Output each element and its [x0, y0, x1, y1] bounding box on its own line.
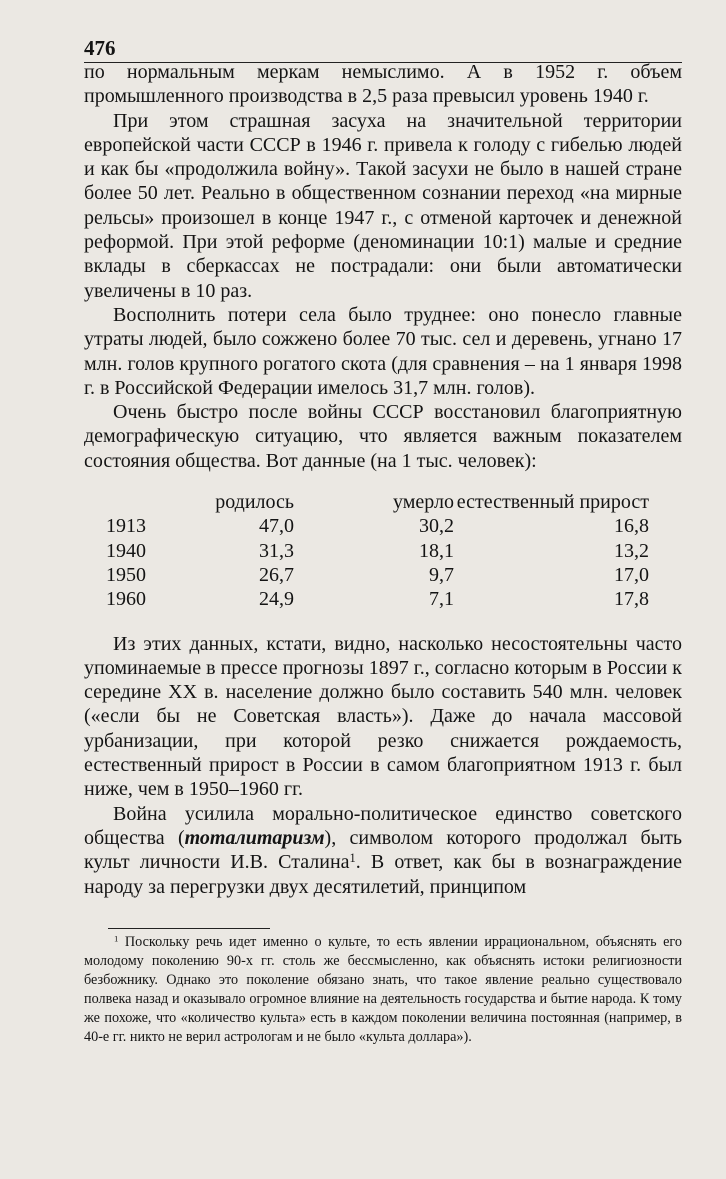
paragraph-continued: по нормальным меркам немыслимо. А в 1952 г. объем промышленного производства в 2,5 раза превысил уровень 1940 г. [84, 61, 682, 108]
table-cell-year: 1913 [106, 515, 146, 538]
paragraph-drought: При этом страшная засуха на значительной территории европейской части СССР в 1946 г. привела к голоду с гибелью людей и как бы «продолжила войну». Такой засухи не было в нашей стране более 50 лет. Реально в общественном сознании переход «на мирные рельсы» произошел в конце 1947 г., с отменой карточек и денежной реформой. При этой реформе (деноминации 10:1) малые и средние вклады в сберкассах не пострадали: они были автоматически увеличены в 10 раз. [84, 109, 682, 302]
term-totalitarianism: тоталитаризм [184, 826, 325, 849]
table-cell-born: 24,9 [259, 588, 294, 611]
table-cell-died: 18,1 [419, 539, 454, 562]
table-header-died: умерло [393, 491, 454, 514]
footnotes [84, 933, 682, 1046]
table-cell-year: 1960 [106, 588, 146, 611]
table-cell-died: 7,1 [429, 588, 454, 611]
table-cell-born: 47,0 [259, 515, 294, 538]
table-cell-born: 31,3 [259, 539, 294, 562]
cult-text-end: . В ответ, как бы в вознаграждение народу за перегрузки двух десятилетий, принципом [84, 851, 683, 898]
table-header-growth: естественный прирост [456, 491, 649, 514]
table-header-row [106, 490, 649, 514]
paragraph-village-losses: Восполнить потери села было труднее: оно понесло главные утраты людей, было сожжено более 70 тыс. сел и деревень, угнано 17 млн. голов крупного рогатого скота (для сравнения – на 1 января 1998 г. в Российской Федерации имелось 31,7 млн. голов). [84, 303, 682, 399]
paragraph-demography: Очень быстро после войны СССР восстановил благоприятную демографическую ситуацию, что является важным показателем состояния общества. Вот данные (на 1 тыс. человек): [84, 401, 682, 472]
footnote [84, 933, 682, 1046]
table-cell-year: 1940 [106, 539, 146, 562]
table-row [106, 563, 649, 587]
cult-text-middle: ), символом которого продолжал быть культ личности И.В. Сталина [84, 826, 682, 874]
table-cell-growth: 17,8 [614, 588, 649, 611]
table-cell-growth: 17,0 [614, 563, 649, 586]
footnote-marker: 1 [114, 933, 119, 944]
table-header-born: родилось [215, 491, 294, 514]
page-number: 476 [84, 36, 116, 60]
table-row [106, 587, 649, 611]
table-cell-born: 26,7 [259, 563, 294, 586]
paragraph-cult [84, 802, 682, 899]
table-cell-died: 9,7 [429, 563, 454, 586]
table-cell-year: 1950 [106, 563, 146, 586]
table-cell-died: 30,2 [419, 515, 454, 538]
table-cell-growth: 13,2 [614, 539, 649, 562]
table-row [106, 539, 649, 563]
main-text [84, 60, 682, 899]
cult-text-start: Война усилила морально-политическое единство советского общества ( [84, 802, 682, 849]
footnote-rule [108, 928, 270, 929]
footnote-reference[interactable]: 1 [349, 851, 356, 866]
table-header-year [106, 490, 194, 514]
paragraph-forecasts: Из этих данных, кстати, видно, насколько несостоятельны часто упоминаемые в прессе прогнозы 1897 г., согласно которым в России к середине XX в. население должно было составить 540 млн. человек («если бы не Советская власть»). Даже до начала массовой урбанизации, при которой резко снижается рождаемость, естественный прирост в России в самом благоприятном 1913 г. был ниже, чем в 1950–1960 гг. [84, 632, 682, 801]
demography-table [106, 490, 649, 611]
table-row [106, 514, 649, 538]
footnote-text: Поскольку речь идет именно о культе, то есть явлении иррациональном, объяснять его молодому поколению 90-х гг. столь же бессмысленно, как объяснять истоки религиозности безбожнику. Однако это поколение обязано знать, что такое явление реально существовало полвека назад и оказывало огромное влияние на деятельность государства и бытие народа. К тому же похоже, что «количество культа» есть в каждом поколении величина постоянная (например, в 40-е гг. никто не верил астрологам и не было «культа доллара»). [84, 934, 682, 1045]
table-cell-growth: 16,8 [614, 515, 649, 538]
